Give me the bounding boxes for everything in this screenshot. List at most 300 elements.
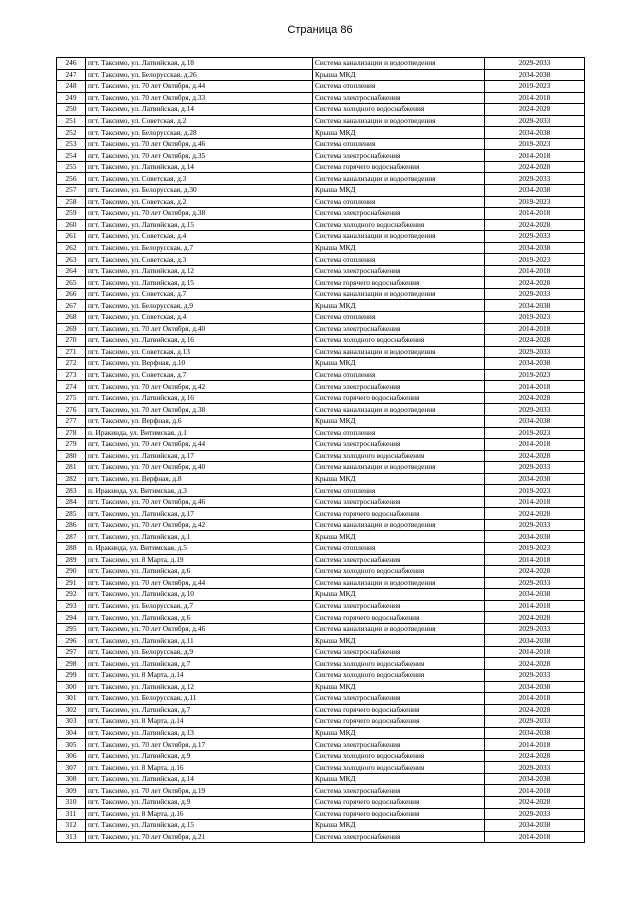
row-number: 275 (57, 392, 86, 404)
table-row (57, 196, 585, 208)
address-cell: пгт. Таксимо, ул. Советская, д.2 (86, 196, 313, 208)
address-cell: пгт. Таксимо, ул. Латвийская, д.14 (86, 104, 313, 116)
address-cell: пгт. Таксимо, ул. Белорусская, д.9 (86, 300, 313, 312)
table-row (57, 727, 585, 739)
table-row (57, 173, 585, 185)
system-cell: Система канализации и водоотведения (313, 231, 485, 243)
row-number: 303 (57, 716, 86, 728)
row-number: 274 (57, 381, 86, 393)
period-cell: 2034-2038 (485, 773, 585, 785)
period-cell: 2024-2028 (485, 161, 585, 173)
period-cell: 2014-2018 (485, 739, 585, 751)
table-row (57, 427, 585, 439)
period-cell: 2029-2033 (485, 404, 585, 416)
row-number: 251 (57, 115, 86, 127)
row-number: 297 (57, 646, 86, 658)
system-cell: Крыша МКД (313, 242, 485, 254)
system-cell: Крыша МКД (313, 358, 485, 370)
period-cell: 2029-2033 (485, 669, 585, 681)
period-cell: 2034-2038 (485, 358, 585, 370)
system-cell: Система отопления (313, 81, 485, 93)
period-cell: 2024-2028 (485, 219, 585, 231)
system-cell: Крыша МКД (313, 300, 485, 312)
period-cell: 2029-2033 (485, 58, 585, 70)
period-cell: 2024-2028 (485, 277, 585, 289)
system-cell: Система отопления (313, 254, 485, 266)
system-cell: Система электроснабжения (313, 265, 485, 277)
address-cell: пгт. Таксимо, ул. Советская, д.13 (86, 346, 313, 358)
row-number: 310 (57, 797, 86, 809)
period-cell: 2024-2028 (485, 104, 585, 116)
address-cell: пгт. Таксимо, ул. Белорусская, д.26 (86, 69, 313, 81)
address-cell: пгт. Таксимо, ул. Верфная, д.10 (86, 358, 313, 370)
table-row (57, 485, 585, 497)
period-cell: 2019-2023 (485, 81, 585, 93)
system-cell: Система канализации и водоотведения (313, 577, 485, 589)
table-row (57, 208, 585, 220)
table-row (57, 138, 585, 150)
address-cell: пгт. Таксимо, ул. Верфная, д.6 (86, 415, 313, 427)
table-row (57, 566, 585, 578)
system-cell: Система холодного водоснабжения (313, 335, 485, 347)
table-row (57, 161, 585, 173)
period-cell: 2024-2028 (485, 335, 585, 347)
row-number: 256 (57, 173, 86, 185)
table-row (57, 265, 585, 277)
period-cell: 2024-2028 (485, 450, 585, 462)
table-row (57, 288, 585, 300)
table-row (57, 612, 585, 624)
table-row (57, 92, 585, 104)
system-cell: Система электроснабжения (313, 554, 485, 566)
table-row (57, 439, 585, 451)
row-number: 265 (57, 277, 86, 289)
address-cell: пгт. Таксимо, ул. Верфная, д.8 (86, 473, 313, 485)
period-cell: 2014-2018 (485, 323, 585, 335)
row-number: 285 (57, 508, 86, 520)
table-row (57, 600, 585, 612)
table-row (57, 346, 585, 358)
table-row (57, 508, 585, 520)
address-cell: п. Иракинда, ул. Витимская, д.5 (86, 542, 313, 554)
row-number: 268 (57, 312, 86, 324)
system-cell: Система электроснабжения (313, 208, 485, 220)
table-row (57, 716, 585, 728)
period-cell: 2019-2023 (485, 138, 585, 150)
row-number: 271 (57, 346, 86, 358)
address-cell: пгт. Таксимо, ул. Латвийская, д.17 (86, 508, 313, 520)
period-cell: 2014-2018 (485, 265, 585, 277)
period-cell: 2029-2033 (485, 577, 585, 589)
row-number: 269 (57, 323, 86, 335)
period-cell: 2029-2033 (485, 716, 585, 728)
table-row (57, 231, 585, 243)
row-number: 305 (57, 739, 86, 751)
address-cell: пгт. Таксимо, ул. Латвийская, д.7 (86, 704, 313, 716)
system-cell: Система электроснабжения (313, 831, 485, 843)
system-cell: Система горячего водоснабжения (313, 612, 485, 624)
row-number: 294 (57, 612, 86, 624)
table-row (57, 750, 585, 762)
system-cell: Крыша МКД (313, 415, 485, 427)
system-cell: Крыша МКД (313, 473, 485, 485)
system-cell: Система электроснабжения (313, 646, 485, 658)
period-cell: 2029-2033 (485, 519, 585, 531)
table-row (57, 219, 585, 231)
row-number: 298 (57, 658, 86, 670)
table-row (57, 785, 585, 797)
address-cell: пгт. Таксимо, ул. Латвийская, д.14 (86, 773, 313, 785)
address-cell: пгт. Таксимо, ул. 8 Марта, д.19 (86, 554, 313, 566)
row-number: 301 (57, 693, 86, 705)
address-cell: пгт. Таксимо, ул. 70 лет Октября, д.40 (86, 323, 313, 335)
table-row (57, 392, 585, 404)
system-cell: Система горячего водоснабжения (313, 808, 485, 820)
row-number: 307 (57, 762, 86, 774)
period-cell: 2014-2018 (485, 554, 585, 566)
address-cell: пгт. Таксимо, ул. Советская, д.2 (86, 115, 313, 127)
page-title: Страница 86 (287, 24, 353, 36)
table-body (57, 58, 585, 843)
address-cell: пгт. Таксимо, ул. 70 лет Октября, д.44 (86, 577, 313, 589)
row-number: 257 (57, 185, 86, 197)
table-row (57, 773, 585, 785)
row-number: 295 (57, 623, 86, 635)
period-cell: 2029-2033 (485, 288, 585, 300)
table-row (57, 623, 585, 635)
row-number: 254 (57, 150, 86, 162)
period-cell: 2034-2038 (485, 473, 585, 485)
system-cell: Крыша МКД (313, 127, 485, 139)
address-cell: п. Иракинда, ул. Витимская, д.3 (86, 485, 313, 497)
address-cell: пгт. Таксимо, ул. Белорусская, д.11 (86, 693, 313, 705)
address-cell: пгт. Таксимо, ул. Советская, д.4 (86, 231, 313, 243)
row-number: 255 (57, 161, 86, 173)
address-cell: пгт. Таксимо, ул. Советская, д.4 (86, 312, 313, 324)
system-cell: Система электроснабжения (313, 439, 485, 451)
period-cell: 2029-2033 (485, 462, 585, 474)
period-cell: 2014-2018 (485, 496, 585, 508)
period-cell: 2014-2018 (485, 600, 585, 612)
address-cell: пгт. Таксимо, ул. 8 Марта, д.16 (86, 762, 313, 774)
system-cell: Система электроснабжения (313, 323, 485, 335)
period-cell: 2014-2018 (485, 439, 585, 451)
system-cell: Крыша МКД (313, 773, 485, 785)
table-row (57, 369, 585, 381)
table-row (57, 681, 585, 693)
system-cell: Система горячего водоснабжения (313, 277, 485, 289)
row-number: 289 (57, 554, 86, 566)
address-cell: пгт. Таксимо, ул. Латвийская, д.15 (86, 277, 313, 289)
table-row (57, 242, 585, 254)
period-cell: 2029-2033 (485, 115, 585, 127)
table-row (57, 185, 585, 197)
row-number: 252 (57, 127, 86, 139)
row-number: 278 (57, 427, 86, 439)
row-number: 311 (57, 808, 86, 820)
table-row (57, 404, 585, 416)
system-cell: Система канализации и водоотведения (313, 288, 485, 300)
system-cell: Крыша МКД (313, 589, 485, 601)
row-number: 293 (57, 600, 86, 612)
address-cell: пгт. Таксимо, ул. Латвийская, д.10 (86, 589, 313, 601)
table-row (57, 277, 585, 289)
row-number: 260 (57, 219, 86, 231)
repair-schedule-table (56, 57, 585, 843)
table-row (57, 658, 585, 670)
system-cell: Система холодного водоснабжения (313, 762, 485, 774)
table-row (57, 496, 585, 508)
table-row (57, 450, 585, 462)
system-cell: Система канализации и водоотведения (313, 404, 485, 416)
system-cell: Система канализации и водоотведения (313, 58, 485, 70)
system-cell: Крыша МКД (313, 681, 485, 693)
system-cell: Система электроснабжения (313, 381, 485, 393)
system-cell: Система канализации и водоотведения (313, 519, 485, 531)
table-row (57, 820, 585, 832)
table-row (57, 693, 585, 705)
table-row (57, 589, 585, 601)
period-cell: 2034-2038 (485, 635, 585, 647)
period-cell: 2024-2028 (485, 750, 585, 762)
table-row (57, 300, 585, 312)
address-cell: пгт. Таксимо, ул. 70 лет Октября, д.46 (86, 496, 313, 508)
row-number: 312 (57, 820, 86, 832)
system-cell: Система холодного водоснабжения (313, 219, 485, 231)
table-row (57, 415, 585, 427)
period-cell: 2034-2038 (485, 727, 585, 739)
table-row (57, 577, 585, 589)
period-cell: 2029-2033 (485, 808, 585, 820)
system-cell: Система горячего водоснабжения (313, 716, 485, 728)
table-row (57, 150, 585, 162)
table-row (57, 104, 585, 116)
table-row (57, 335, 585, 347)
address-cell: пгт. Таксимо, ул. 70 лет Октября, д.33 (86, 92, 313, 104)
period-cell: 2024-2028 (485, 612, 585, 624)
period-cell: 2024-2028 (485, 797, 585, 809)
address-cell: пгт. Таксимо, ул. Латвийская, д.18 (86, 58, 313, 70)
table-row (57, 69, 585, 81)
period-cell: 2014-2018 (485, 208, 585, 220)
period-cell: 2024-2028 (485, 704, 585, 716)
system-cell: Система холодного водоснабжения (313, 750, 485, 762)
period-cell: 2034-2038 (485, 69, 585, 81)
row-number: 283 (57, 485, 86, 497)
address-cell: пгт. Таксимо, ул. Советская, д.3 (86, 173, 313, 185)
system-cell: Система электроснабжения (313, 150, 485, 162)
row-number: 284 (57, 496, 86, 508)
row-number: 249 (57, 92, 86, 104)
row-number: 292 (57, 589, 86, 601)
system-cell: Система канализации и водоотведения (313, 115, 485, 127)
address-cell: пгт. Таксимо, ул. Латвийская, д.9 (86, 750, 313, 762)
row-number: 246 (57, 58, 86, 70)
period-cell: 2024-2028 (485, 392, 585, 404)
system-cell: Система горячего водоснабжения (313, 392, 485, 404)
row-number: 286 (57, 519, 86, 531)
address-cell: пгт. Таксимо, ул. Латвийская, д.17 (86, 450, 313, 462)
period-cell: 2024-2028 (485, 566, 585, 578)
address-cell: пгт. Таксимо, ул. Латвийская, д.12 (86, 681, 313, 693)
system-cell: Система канализации и водоотведения (313, 623, 485, 635)
address-cell: пгт. Таксимо, ул. Латвийская, д.13 (86, 727, 313, 739)
system-cell: Крыша МКД (313, 531, 485, 543)
period-cell: 2014-2018 (485, 646, 585, 658)
table-row (57, 739, 585, 751)
address-cell: пгт. Таксимо, ул. Латвийская, д.15 (86, 219, 313, 231)
row-number: 308 (57, 773, 86, 785)
row-number: 281 (57, 462, 86, 474)
address-cell: пгт. Таксимо, ул. Латвийская, д.1 (86, 531, 313, 543)
period-cell: 2014-2018 (485, 785, 585, 797)
system-cell: Система горячего водоснабжения (313, 161, 485, 173)
address-cell: пгт. Таксимо, ул. Латвийская, д.16 (86, 335, 313, 347)
table-row (57, 381, 585, 393)
address-cell: пгт. Таксимо, ул. Белорусская, д.7 (86, 600, 313, 612)
address-cell: пгт. Таксимо, ул. Латвийская, д.6 (86, 566, 313, 578)
row-number: 248 (57, 81, 86, 93)
row-number: 270 (57, 335, 86, 347)
row-number: 302 (57, 704, 86, 716)
period-cell: 2034-2038 (485, 242, 585, 254)
address-cell: пгт. Таксимо, ул. Латвийская, д.11 (86, 635, 313, 647)
period-cell: 2019-2023 (485, 254, 585, 266)
table-row (57, 635, 585, 647)
table-row (57, 808, 585, 820)
address-cell: пгт. Таксимо, ул. Латвийская, д.12 (86, 265, 313, 277)
system-cell: Система горячего водоснабжения (313, 704, 485, 716)
row-number: 264 (57, 265, 86, 277)
system-cell: Система отопления (313, 369, 485, 381)
period-cell: 2029-2033 (485, 231, 585, 243)
address-cell: пгт. Таксимо, ул. Латвийская, д.6 (86, 612, 313, 624)
table-row (57, 669, 585, 681)
system-cell: Система холодного водоснабжения (313, 104, 485, 116)
row-number: 288 (57, 542, 86, 554)
table-row (57, 762, 585, 774)
table-row (57, 531, 585, 543)
period-cell: 2029-2033 (485, 346, 585, 358)
period-cell: 2029-2033 (485, 762, 585, 774)
system-cell: Система горячего водоснабжения (313, 797, 485, 809)
system-cell: Система отопления (313, 312, 485, 324)
period-cell: 2019-2023 (485, 427, 585, 439)
row-number: 277 (57, 415, 86, 427)
address-cell: пгт. Таксимо, ул. Латвийская, д.14 (86, 161, 313, 173)
row-number: 258 (57, 196, 86, 208)
table-row (57, 554, 585, 566)
period-cell: 2024-2028 (485, 658, 585, 670)
period-cell: 2014-2018 (485, 381, 585, 393)
system-cell: Крыша МКД (313, 727, 485, 739)
table-row (57, 358, 585, 370)
system-cell: Система электроснабжения (313, 739, 485, 751)
row-number: 259 (57, 208, 86, 220)
row-number: 309 (57, 785, 86, 797)
address-cell: пгт. Таксимо, ул. 70 лет Октября, д.44 (86, 81, 313, 93)
system-cell: Крыша МКД (313, 820, 485, 832)
address-cell: пгт. Таксимо, ул. Белорусская, д.30 (86, 185, 313, 197)
system-cell: Система электроснабжения (313, 496, 485, 508)
row-number: 299 (57, 669, 86, 681)
system-cell: Система горячего водоснабжения (313, 508, 485, 520)
row-number: 253 (57, 138, 86, 150)
table-row (57, 58, 585, 70)
system-cell: Система канализации и водоотведения (313, 462, 485, 474)
table-row (57, 323, 585, 335)
address-cell: пгт. Таксимо, ул. 70 лет Октября, д.17 (86, 739, 313, 751)
row-number: 282 (57, 473, 86, 485)
period-cell: 2019-2023 (485, 369, 585, 381)
address-cell: пгт. Таксимо, ул. 70 лет Октября, д.35 (86, 150, 313, 162)
address-cell: пгт. Таксимо, ул. Белорусская, д.7 (86, 242, 313, 254)
row-number: 290 (57, 566, 86, 578)
row-number: 280 (57, 450, 86, 462)
address-cell: пгт. Таксимо, ул. 70 лет Октября, д.40 (86, 462, 313, 474)
row-number: 304 (57, 727, 86, 739)
row-number: 273 (57, 369, 86, 381)
system-cell: Система канализации и водоотведения (313, 173, 485, 185)
row-number: 300 (57, 681, 86, 693)
address-cell: пгт. Таксимо, ул. 70 лет Октября, д.42 (86, 519, 313, 531)
row-number: 313 (57, 831, 86, 843)
address-cell: пгт. Таксимо, ул. 70 лет Октября, д.46 (86, 138, 313, 150)
system-cell: Система канализации и водоотведения (313, 346, 485, 358)
address-cell: п. Иракинда, ул. Витимская, д.1 (86, 427, 313, 439)
row-number: 266 (57, 288, 86, 300)
period-cell: 2034-2038 (485, 589, 585, 601)
address-cell: пгт. Таксимо, ул. Латвийская, д.15 (86, 820, 313, 832)
table-row (57, 127, 585, 139)
period-cell: 2029-2033 (485, 623, 585, 635)
row-number: 291 (57, 577, 86, 589)
table-row (57, 254, 585, 266)
system-cell: Система отопления (313, 196, 485, 208)
period-cell: 2014-2018 (485, 693, 585, 705)
table-row (57, 831, 585, 843)
table-row (57, 81, 585, 93)
address-cell: пгт. Таксимо, ул. Латвийская, д.7 (86, 658, 313, 670)
system-cell: Система электроснабжения (313, 92, 485, 104)
system-cell: Система электроснабжения (313, 600, 485, 612)
period-cell: 2034-2038 (485, 415, 585, 427)
row-number: 261 (57, 231, 86, 243)
period-cell: 2029-2033 (485, 173, 585, 185)
table-row (57, 462, 585, 474)
period-cell: 2019-2023 (485, 196, 585, 208)
row-number: 267 (57, 300, 86, 312)
period-cell: 2014-2018 (485, 150, 585, 162)
table-row (57, 519, 585, 531)
address-cell: пгт. Таксимо, ул. 70 лет Октября, д.19 (86, 785, 313, 797)
period-cell: 2019-2023 (485, 312, 585, 324)
period-cell: 2034-2038 (485, 681, 585, 693)
table-row (57, 797, 585, 809)
address-cell: пгт. Таксимо, ул. Белорусская, д.28 (86, 127, 313, 139)
address-cell: пгт. Таксимо, ул. Латвийская, д.16 (86, 392, 313, 404)
table-row (57, 704, 585, 716)
row-number: 263 (57, 254, 86, 266)
row-number: 250 (57, 104, 86, 116)
row-number: 306 (57, 750, 86, 762)
address-cell: пгт. Таксимо, ул. 70 лет Октября, д.21 (86, 831, 313, 843)
period-cell: 2034-2038 (485, 531, 585, 543)
row-number: 272 (57, 358, 86, 370)
address-cell: пгт. Таксимо, ул. Советская, д.3 (86, 254, 313, 266)
address-cell: пгт. Таксимо, ул. 8 Марта, д.14 (86, 716, 313, 728)
system-cell: Система холодного водоснабжения (313, 450, 485, 462)
